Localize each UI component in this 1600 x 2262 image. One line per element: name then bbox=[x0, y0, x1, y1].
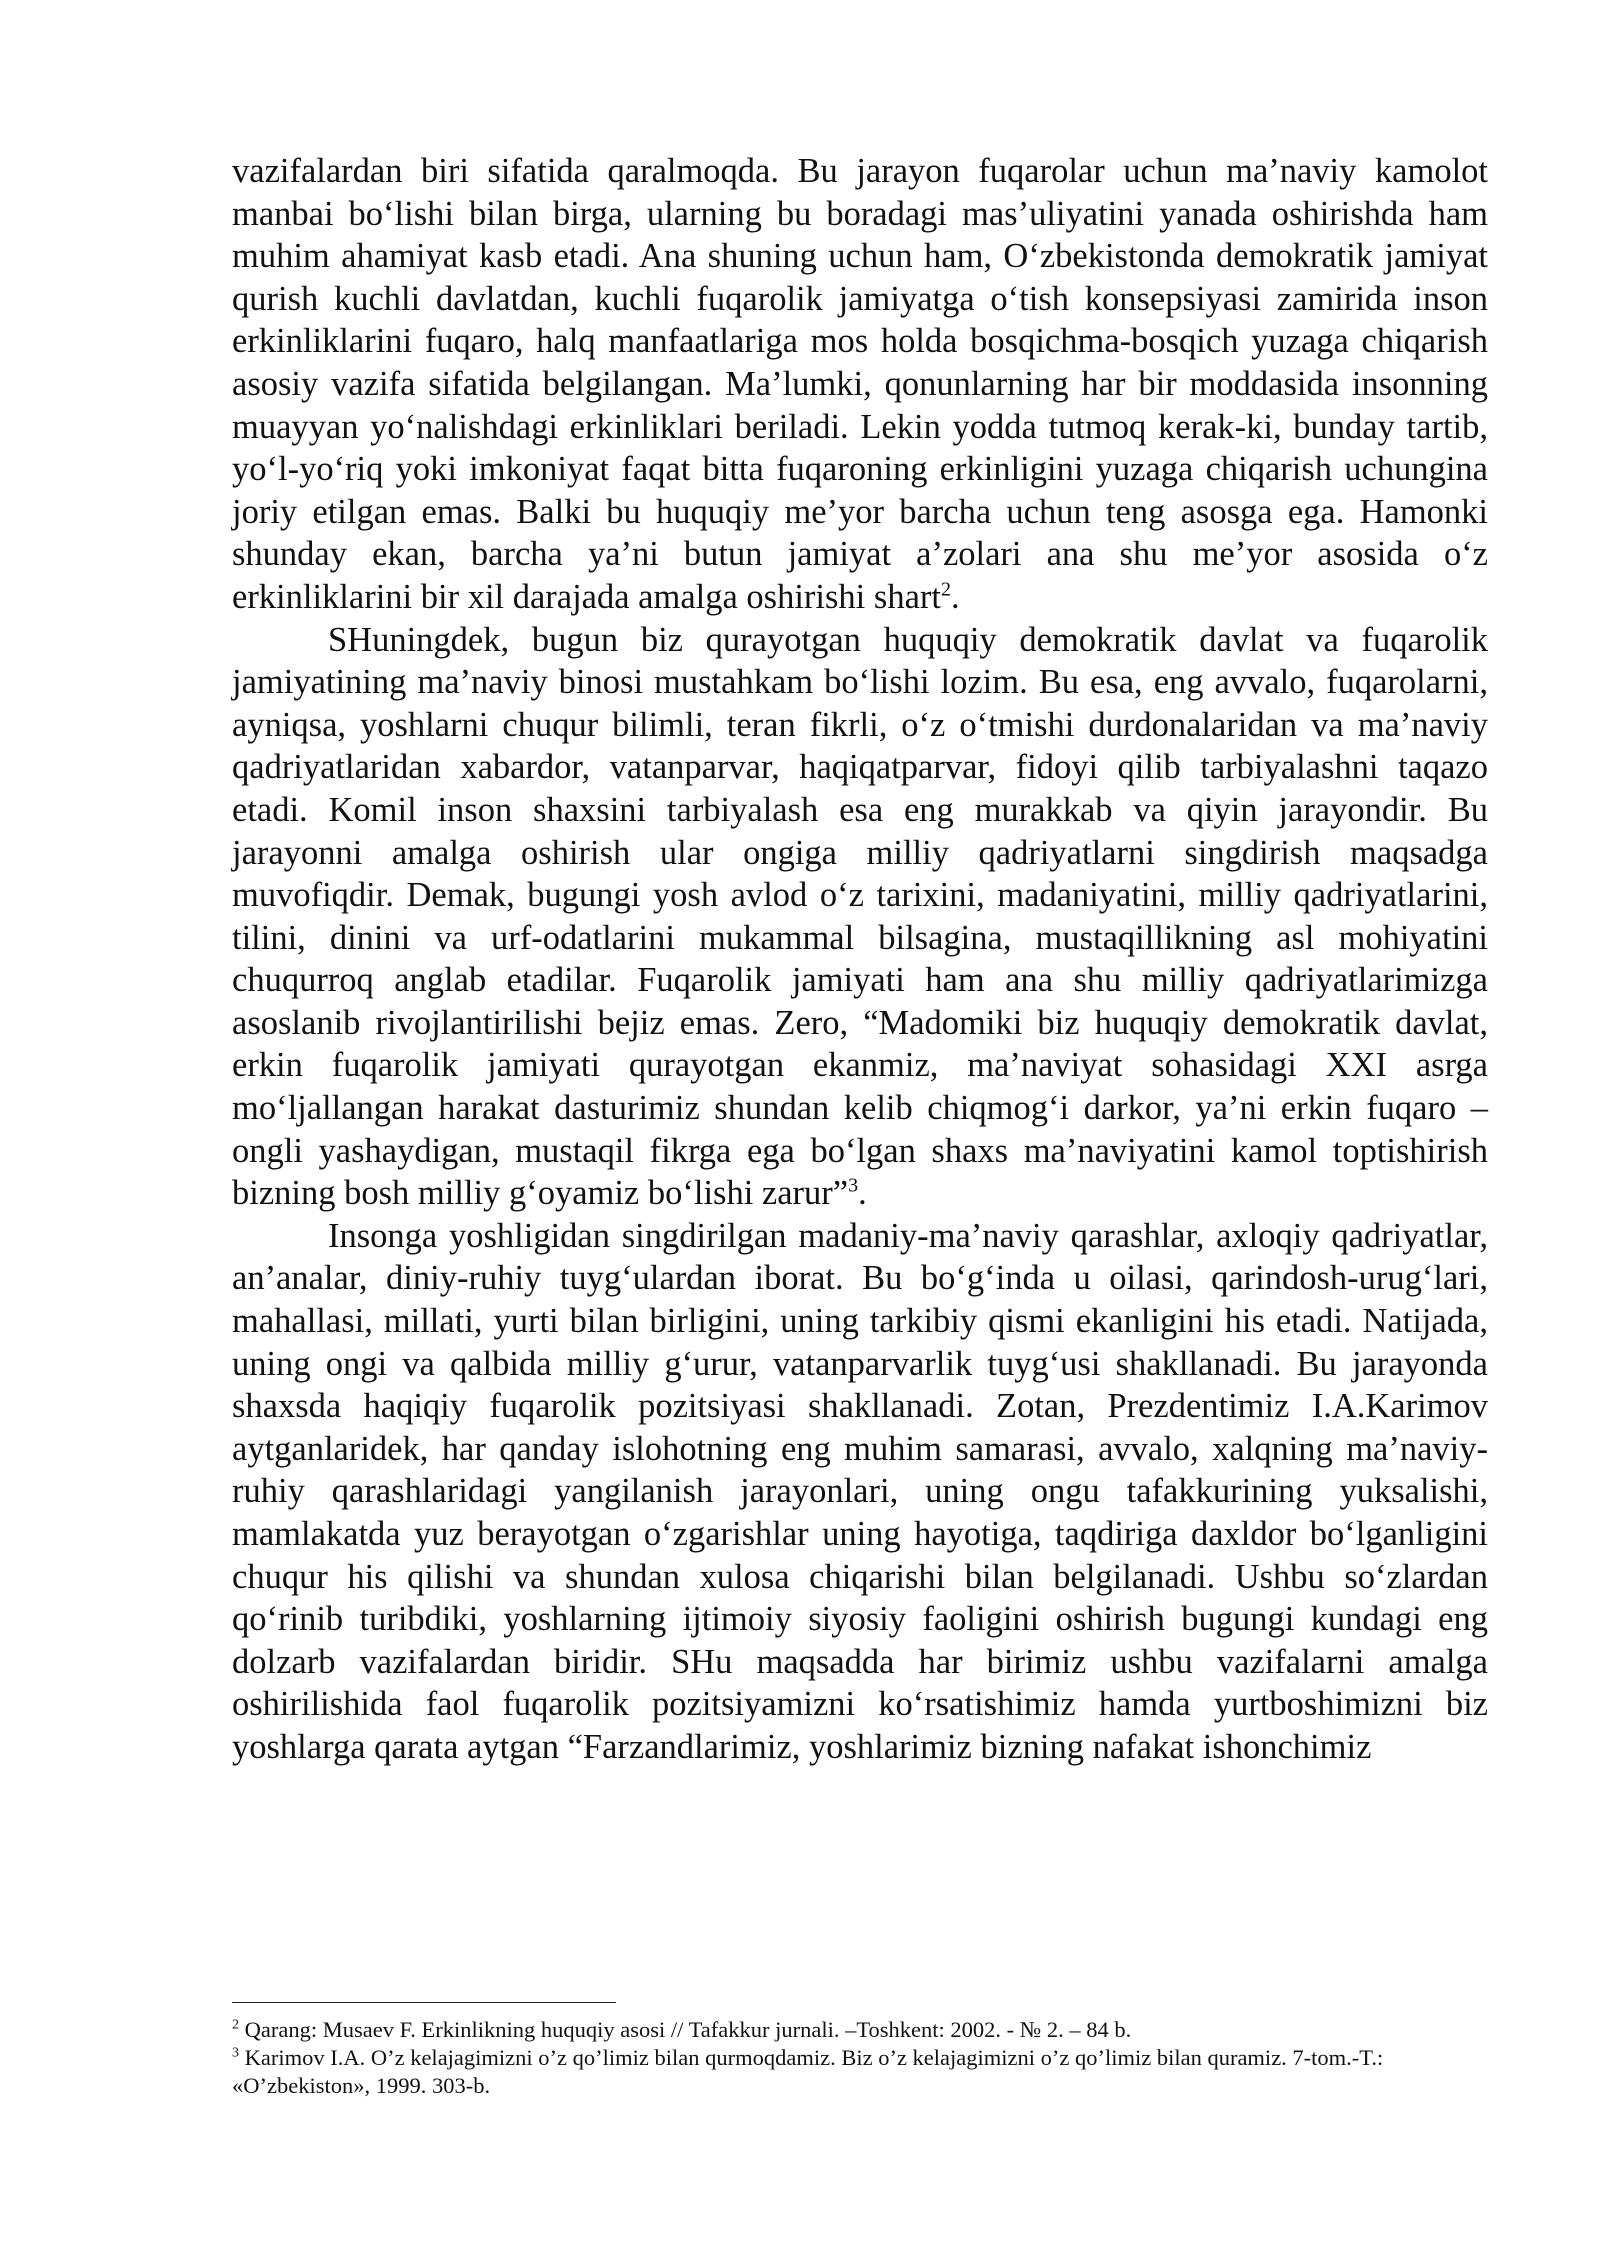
paragraph-2-end: . bbox=[858, 1174, 867, 1213]
footnote-3-number: 3 bbox=[232, 2045, 239, 2061]
footnote-2-text: Qarang: Musaev F. Erkinlikning huquqiy asosi // Tafakkur jurnali. –Toshkent: 2002. - № 2. – 84 b. bbox=[239, 2017, 1132, 2042]
footnote-3 bbox=[232, 2044, 1488, 2100]
footnote-ref-3[interactable]: 3 bbox=[848, 1174, 859, 1197]
footnote-2-number: 2 bbox=[232, 2017, 239, 2033]
paragraph-2 bbox=[232, 619, 1488, 1215]
footnote-2 bbox=[232, 2016, 1488, 2044]
footnotes bbox=[232, 2016, 1488, 2100]
paragraph-1-end: . bbox=[950, 577, 960, 616]
footnote-separator bbox=[232, 2002, 616, 2003]
footnote-3-text: Karimov I.A. O’z kelajagimizni o’z qo’limiz bilan qurmoqdamiz. Biz o’z kelajagimizni o’z qo’limiz bilan quramiz. 7-tom.-T.: «O’zbekiston», 1999. 303-b. bbox=[232, 2045, 1384, 2098]
footnote-ref-2[interactable]: 2 bbox=[940, 578, 951, 601]
paragraph-3 bbox=[232, 1215, 1488, 1769]
body-text bbox=[232, 150, 1488, 1769]
paragraph-1-text: vazifalardan biri sifatida qaralmoqda. Bu jarayon fuqarolar uchun ma’naviy kamolot manbai bo‘lishi bilan birga, ularning bu boradagi mas’uliyatini yanada oshirishda ham muhim ahamiyat kasb etadi. Ana shuning uchun ham, O‘zbekistonda demokratik jamiyat qurish kuchli davlatdan, kuchli fuqarolik jamiyatga o‘tish konsepsiyasi zamirida inson erkinliklarini fuqaro, halq manfaatlariga mos holda bosqichma-bosqich yuzaga chiqarish asosiy vazifa sifatida belgilangan. Ma’lumki, qonunlarning har bir moddasida insonning muayyan yo‘nalishdagi erkinliklari beriladi. Lekin yodda tutmoq kerak-ki, bunday tartib, yo‘l-yo‘riq yoki imkoniyat faqat bitta fuqaroning erkinligini yuzaga chiqarish uchungina joriy etilgan emas. Balki bu huquqiy me’yor barcha uchun teng asosga ega. Hamonki shunday ekan, barcha ya’ni butun jamiyat a’zolari ana shu me’yor asosida o‘z erkinliklarini bir xil darajada amalga oshirishi shart bbox=[232, 152, 1488, 616]
paragraph-2-text: SHuningdek, bugun biz qurayotgan huquqiy demokratik davlat va fuqarolik jamiyatining ma’naviy binosi mustahkam bo‘lishi lozim. Bu esa, eng avvalo, fuqarolarni, ayniqsa, yoshlarni chuqur bilimli, teran fikrli, o‘z o‘tmishi durdonalaridan va ma’naviy qadriyatlaridan xabardor, vatanparvar, haqiqatparvar, fidoyi qilib tarbiyalashni taqazo etadi. Komil inson shaxsini tarbiyalash esa eng murakkab va qiyin jarayondir. Bu jarayonni amalga oshirish ular ongiga milliy qadriyatlarni singdirish maqsadga muvofiqdir. Demak, bugungi yosh avlod o‘z tarixini, madaniyatini, milliy qadriyatlarini, tilini, dinini va urf-odatlarini mukammal bilsagina, mustaqillikning asl mohiyatini chuqurroq anglab etadilar. Fuqarolik jamiyati ham ana shu milliy qadriyatlarimizga asoslanib rivojlantirilishi bejiz emas. Zero, “Madomiki biz huquqiy demokratik davlat, erkin fuqarolik jamiyati qurayotgan ekanmiz, ma’naviyat sohasidagi XXI asrga mo‘ljallangan harakat dasturimiz shundan kelib chiqmog‘i darkor, ya’ni erkin fuqaro – ongli yashaydigan, mustaqil fikrga ega bo‘lgan shaxs ma’naviyatini kamol toptishirish bizning bosh milliy g‘oyamiz bo‘lishi zarur” bbox=[232, 620, 1488, 1213]
paragraph-3-text: Insonga yoshligidan singdirilgan madaniy-ma’naviy qarashlar, axloqiy qadriyatlar, an’analar, diniy-ruhiy tuyg‘ulardan iborat. Bu bo‘g‘inda u oilasi, qarindosh-urug‘lari, mahallasi, millati, yurti bilan birligini, uning tarkibiy qismi ekanligini his etadi. Natijada, uning ongi va qalbida milliy g‘urur, vatanparvarlik tuyg‘usi shakllanadi. Bu jarayonda shaxsda haqiqiy fuqarolik pozitsiyasi shakllanadi. Zotan, Prezdentimiz I.A.Karimov aytganlaridek, har qanday islohotning eng muhim samarasi, avvalo, xalqning ma’naviy-ruhiy qarashlaridagi yangilanish jarayonlari, uning ongu tafakkurining yuksalishi, mamlakatda yuz berayotgan o‘zgarishlar uning hayotiga, taqdiriga daxldor bo‘lganligini chuqur his qilishi va shundan xulosa chiqarishi bilan belgilanadi. Ushbu so‘zlardan qo‘rinib turibdiki, yoshlarning ijtimoiy siyosiy faoligini oshirish bugungi kundagi eng dolzarb vazifalardan biridir. SHu maqsadda har birimiz ushbu vazifalarni amalga oshirilishida faol fuqarolik pozitsiyamizni ko‘rsatishimiz hamda yurtboshimizni biz yoshlarga qarata aytgan “Farzandlarimiz, yoshlarimiz bizning nafakat ishonchimiz bbox=[232, 1216, 1488, 1766]
paragraph-1 bbox=[232, 150, 1488, 619]
